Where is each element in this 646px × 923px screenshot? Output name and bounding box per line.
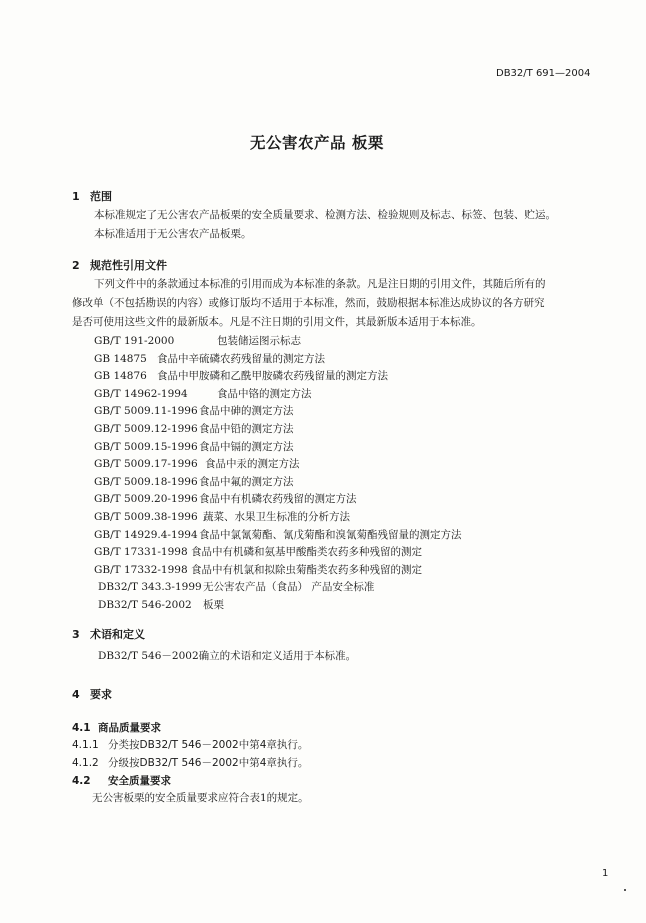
reference-title: 食品中有机磷农药残留的测定方法 bbox=[199, 493, 357, 506]
reference-code: GB/T 14962-1994 bbox=[94, 387, 188, 400]
section-text: 分级按DB32/T 546－2002中第4章执行。 bbox=[108, 757, 309, 769]
section-4-2-heading bbox=[72, 773, 171, 788]
reference-code: DB32/T 343.3-1999 bbox=[98, 581, 202, 594]
reference-item bbox=[94, 439, 294, 454]
reference-item bbox=[94, 333, 301, 348]
reference-title: 食品中氯氰菊酯、氰戊菊酯和溴氰菊酯残留量的测定方法 bbox=[199, 528, 462, 541]
reference-title: 食品中氟的测定方法 bbox=[199, 475, 294, 488]
reference-item bbox=[94, 403, 294, 418]
section-number: 1 bbox=[72, 190, 80, 203]
reference-title: 食品中镉的测定方法 bbox=[199, 440, 294, 453]
section-3-paragraph: DB32/T 546－2002确立的术语和定义适用于本标准。 bbox=[98, 650, 357, 662]
reference-item bbox=[94, 351, 325, 366]
section-number: 4.2 bbox=[72, 775, 91, 787]
reference-code: GB/T 5009.20-1996 bbox=[94, 493, 198, 506]
reference-title: 板栗 bbox=[203, 599, 224, 611]
reference-item bbox=[94, 421, 294, 436]
reference-title: 食品中铬的测定方法 bbox=[217, 387, 312, 400]
section-text: 分类按DB32/T 546－2002中第4章执行。 bbox=[108, 739, 309, 751]
reference-title: 食品中有机磷和氨基甲酸酯类农药多种残留的测定 bbox=[191, 546, 422, 559]
reference-title: 食品中辛硫磷农药残留量的测定方法 bbox=[157, 352, 325, 365]
section-1-paragraph-2: 本标准适用于无公害农产品板栗。 bbox=[94, 228, 252, 240]
reference-code: GB/T 14929.4-1994 bbox=[94, 528, 198, 541]
section-title: 商品质量要求 bbox=[98, 722, 161, 734]
section-4-2-paragraph: 无公害板栗的安全质量要求应符合表1的规定。 bbox=[92, 792, 309, 804]
reference-code: GB/T 17331-1998 bbox=[94, 546, 188, 559]
reference-code: GB/T 5009.15-1996 bbox=[94, 440, 198, 453]
section-title: 要求 bbox=[90, 688, 112, 701]
scan-speck bbox=[624, 889, 626, 891]
section-1-heading bbox=[72, 188, 112, 204]
reference-title: 食品中砷的测定方法 bbox=[199, 405, 294, 418]
reference-title: 包装储运图示标志 bbox=[217, 335, 301, 347]
section-2-intro-line-3: 是否可使用这些文件的最新版本。凡是不注日期的引用文件，其最新版本适用于本标准。 bbox=[72, 316, 482, 328]
reference-title: 食品中甲胺磷和乙酰甲胺磷农药残留量的测定方法 bbox=[157, 370, 388, 383]
reference-code: GB/T 5009.38-1996 bbox=[94, 511, 198, 523]
section-title: 规范性引用文件 bbox=[90, 259, 167, 272]
section-title: 术语和定义 bbox=[90, 628, 145, 641]
page-title: 无公害农产品 板栗 bbox=[250, 134, 384, 152]
reference-title: 食品中汞的测定方法 bbox=[205, 458, 300, 471]
reference-item bbox=[94, 527, 462, 542]
reference-title: 蔬菜、水果卫生标准的分析方法 bbox=[203, 511, 350, 523]
reference-item bbox=[94, 491, 357, 506]
reference-code: GB/T 5009.11-1996 bbox=[94, 405, 198, 418]
section-number: 4 bbox=[72, 688, 80, 701]
reference-code: GB/T 17332-1998 bbox=[94, 563, 188, 576]
reference-title: 食品中铅的测定方法 bbox=[199, 423, 294, 435]
reference-code: GB 14875 bbox=[94, 352, 147, 365]
reference-code: GB/T 5009.17-1996 bbox=[94, 458, 198, 471]
reference-code: GB/T 5009.12-1996 bbox=[94, 423, 198, 435]
reference-item bbox=[94, 368, 388, 383]
section-2-intro-line-1: 下列文件中的条款通过本标准的引用而成为本标准的条款。凡是注日期的引用文件，其随后所有的 bbox=[94, 278, 546, 290]
reference-code: GB/T 5009.18-1996 bbox=[94, 475, 198, 488]
reference-code: GB 14876 bbox=[94, 370, 147, 383]
reference-item bbox=[94, 474, 294, 489]
page-number: 1 bbox=[602, 868, 609, 879]
reference-title: 无公害农产品（食品） 产品安全标准 bbox=[203, 581, 375, 594]
reference-item bbox=[94, 386, 312, 401]
section-number: 4.1 bbox=[72, 722, 91, 734]
reference-code: GB/T 191-2000 bbox=[94, 335, 175, 347]
section-3-heading bbox=[72, 626, 145, 642]
section-2-heading bbox=[72, 257, 167, 273]
section-4-1-1 bbox=[72, 737, 308, 752]
reference-title: 食品中有机氯和拟除虫菊酯类农药多种残留的测定 bbox=[191, 563, 422, 576]
reference-code: DB32/T 546-2002 bbox=[98, 599, 192, 611]
section-4-1-heading bbox=[72, 720, 161, 735]
section-1-paragraph-1: 本标准规定了无公害农产品板栗的安全质量要求、检测方法、检验规则及标志、标签、包装、贮运。 bbox=[94, 209, 556, 221]
section-title: 范围 bbox=[90, 190, 112, 203]
section-number: 2 bbox=[72, 259, 80, 272]
document-number: DB32/T 691—2004 bbox=[496, 68, 591, 79]
reference-item bbox=[94, 456, 300, 471]
reference-item bbox=[98, 597, 224, 612]
section-4-1-2 bbox=[72, 755, 308, 770]
section-number: 3 bbox=[72, 628, 80, 641]
section-number: 4.1.1 bbox=[72, 739, 99, 751]
section-2-intro-line-2: 修改单（不包括勘误的内容）或修订版均不适用于本标准，然而，鼓励根据本标准达成协议的各方研究 bbox=[72, 297, 545, 309]
section-4-heading bbox=[72, 686, 112, 702]
section-number: 4.1.2 bbox=[72, 757, 99, 769]
section-title: 安全质量要求 bbox=[108, 775, 171, 787]
reference-item bbox=[98, 579, 374, 594]
reference-item bbox=[94, 544, 422, 559]
reference-item bbox=[94, 562, 422, 577]
reference-item bbox=[94, 509, 350, 524]
